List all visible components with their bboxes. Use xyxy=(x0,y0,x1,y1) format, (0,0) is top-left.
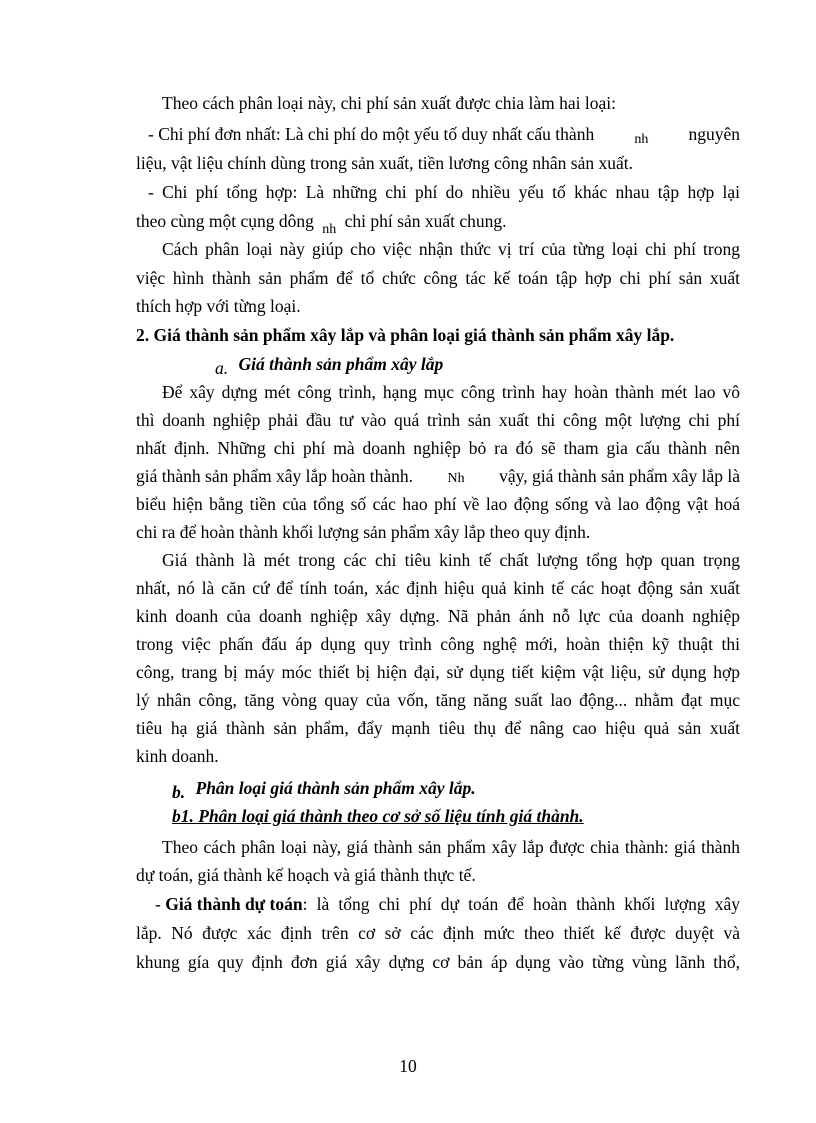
paragraph-line: thì doanh nghiệp phải đầu tư vào quá trình sản xuất thi công một lượng chi phí xyxy=(136,410,740,430)
paragraph-line xyxy=(155,893,740,915)
heading-marker: a. xyxy=(215,358,229,378)
subscript-text: nh xyxy=(322,222,337,237)
subsection-heading xyxy=(172,777,476,802)
text-span: vậy, giá thành sản phẩm xây lắp là xyxy=(499,466,740,486)
paragraph-line: Theo cách phân loại này, giá thành sản phẩm xây lắp được chia thành: giá thành xyxy=(162,837,740,857)
paragraph-line: kinh doanh của doanh nghiệp xây dựng. Nã phản ánh nỗ lực của doanh nghiệp xyxy=(136,606,740,626)
paragraph-line: - Chi phí tổng hợp: Là những chi phí do nhiều yếu tố khác nhau tập hợp lại xyxy=(148,182,740,202)
paragraph-line: Theo cách phân loại này, chi phí sản xuất được chia làm hai loại: xyxy=(162,93,616,113)
subscript-text: Nh xyxy=(447,471,465,486)
paragraph-line xyxy=(136,465,740,487)
paragraph-line: trong việc phấn đấu áp dụng quy trình công nghệ mới, hoàn thiện kỹ thuật thi xyxy=(136,634,740,654)
text-span: - xyxy=(155,894,166,914)
paragraph-line xyxy=(148,123,740,145)
paragraph-line: lý nhân công, tăng vòng quay của vốn, tăng năng suất lao động... nhằm đạt mục xyxy=(136,690,740,710)
paragraph-line: kinh doanh. xyxy=(136,746,219,766)
paragraph-line: công, trang bị máy móc thiết bị hiện đại, sử dụng tiết kiệm vật liệu, sử dụng hợp xyxy=(136,662,740,682)
paragraph-line: biểu hiện bằng tiền của tổng số các hao phí về lao động sống và lao động vật hoá xyxy=(136,494,740,514)
paragraph-line: liệu, vật liệu chính dùng trong sản xuất, tiền lương công nhân sản xuất. xyxy=(136,153,633,173)
paragraph-line: việc hình thành sản phẩm để tổ chức công tác kế toán tập hợp chi phí sản xuất xyxy=(136,268,740,288)
paragraph-line: nhất, nó là căn cứ để tính toán, xác định hiệu quả kinh tế các hoạt động sản xuất xyxy=(136,578,740,598)
text-span: : là tổng chi phí dự toán để hoàn thành khối lượng xây xyxy=(302,894,740,914)
paragraph-line: thích hợp với từng loại. xyxy=(136,296,301,316)
text-span: - Chi phí đơn nhất: Là chi phí do một yếu tố duy nhất cấu thành xyxy=(148,124,595,144)
section-heading: 2. Giá thành sản phẩm xây lắp và phân loại giá thành sản phẩm xây lắp. xyxy=(136,325,675,345)
paragraph-line: lắp. Nó được xác định trên cơ sở các định mức theo thiết kế được duyệt và xyxy=(136,923,740,943)
heading-marker: b. xyxy=(172,782,186,802)
bold-term: Giá thành dự toán xyxy=(165,894,303,914)
paragraph-line: Cách phân loại này giúp cho việc nhận thức vị trí của từng loại chi phí trong xyxy=(162,239,740,259)
page-number: 10 xyxy=(399,1056,417,1076)
text-span: nguyên xyxy=(688,124,740,144)
paragraph-line: Để xây dựng mét công trình, hạng mục công trình hay hoàn thành mét lao vô xyxy=(162,382,740,402)
paragraph-line: dự toán, giá thành kế hoạch và giá thành thực tế. xyxy=(136,865,476,885)
text-span: giá thành sản phẩm xây lắp hoàn thành. xyxy=(136,466,414,486)
text-span: chi phí sản xuất chung. xyxy=(344,211,507,231)
paragraph-line: nhất định. Những chi phí mà doanh nghiệp bỏ ra đó sẽ tham gia cấu thành nên xyxy=(136,438,740,458)
paragraph-line xyxy=(136,210,506,235)
paragraph-line: tiêu hạ giá thành sản phẩm, đẩy mạnh tiêu thụ để nâng cao hiệu quả sản xuất xyxy=(136,718,740,738)
paragraph-line: chi ra để hoàn thành khối lượng sản phẩm xây lắp theo quy định. xyxy=(136,522,591,542)
heading-text: Phân loại giá thành sản phẩm xây lắp. xyxy=(195,778,476,798)
subscript-text: nh xyxy=(634,132,649,147)
paragraph-line: Giá thành là mét trong các chỉ tiêu kinh tế chất lượng tổng hợp quan trọng xyxy=(162,550,740,570)
heading-text: Giá thành sản phẩm xây lắp xyxy=(238,354,444,374)
subsection-heading: b1. Phân loại giá thành theo cơ sở số liệu tính giá thành. xyxy=(172,806,584,826)
subsection-heading xyxy=(215,353,444,378)
text-span: theo cùng một cụng dông xyxy=(136,211,314,231)
paragraph-line: khung gía quy định đơn giá xây dựng cơ bản áp dụng vào từng vùng lãnh thổ, xyxy=(136,952,740,972)
